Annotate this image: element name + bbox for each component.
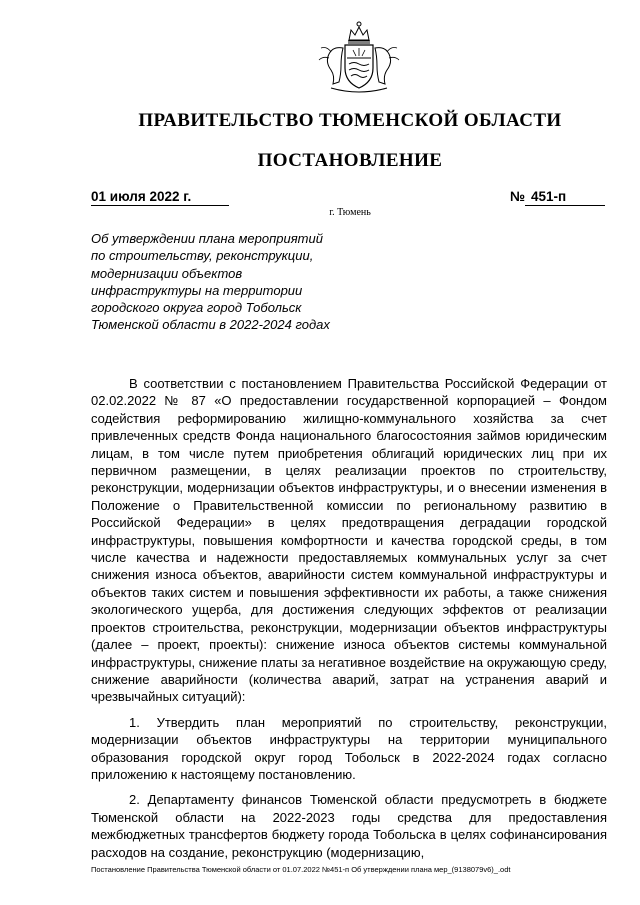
- subject-line: по строительству, реконструкции,: [91, 248, 314, 264]
- clause-2-paragraph: 2. Департаменту финансов Тюменской области предусмотреть в бюджете Тюменской области на 2022-2023 годы средства для предоставления межбюджетных трансфертов бюджету города Тобольска в целях софинансирования расходов на создание, реконструкцию (модернизацию,: [91, 792, 607, 860]
- subject-line: инфраструктуры на территории: [91, 282, 303, 298]
- document-type: ПОСТАНОВЛЕНИЕ: [257, 150, 443, 171]
- subject-line: модернизации объектов: [91, 265, 243, 281]
- document-subject: [91, 230, 391, 334]
- clause-1-paragraph: 1. Утвердить план мероприятий по строительству, реконструкции, модернизации объектов инфраструктуры на территории муниципального образования городской округ город Тобольск в 2022-2024 годах согласно приложению к настоящему постановлению.: [91, 714, 607, 782]
- date-underline: [91, 205, 229, 206]
- page-footer: Постановление Правительства Тюменской области от 01.07.2022 №451-п Об утверждении плана мер_(9138079v6)_.odt: [91, 865, 511, 874]
- number-sign: №: [510, 189, 526, 204]
- document-number: 451-п: [531, 189, 567, 204]
- subject-line: Тюменской области в 2022-2024 годах: [91, 317, 330, 333]
- number-underline: [525, 205, 605, 206]
- preamble-paragraph: В соответствии с постановлением Правительства Российской Федерации от 02.02.2022 № 87 «О предоставлении государственной корпорацией – Фондом содействия реформированию жилищно-коммунального хозяйства за счет привлеченных средств Фонда национального благосостояния займов юридическим лицам, в том числе путем приобретения облигаций юридических лиц при их первичном размещении, в целях реализации проектов по строительству, реконструкции, модернизации объектов инфраструктуры, и о внесении изменения в Положение о Правительственной комиссии по региональному развитию в Российской Федерации» в целях предотвращения деградации городской инфраструктуры, повышения комфортности и качества городской среды, в том числе качества и надежности предоставляемых коммунальных услуг за счет снижения износа объектов, аварийности систем коммунальной инфраструктуры и объектов таких систем и повышения эффективности их работы, а также снижения экологического ущерба, для достижения следующих эффектов от реализации проектов строительства, реконструкции, модернизации объектов инфраструктуры (далее – проект, проекты): снижение износа объектов системы коммунальной инфраструктуры, снижение платы за негативное воздействие на окружающую среду, снижение аварийности (количества аварий, затрат на устранения аварий и чрезвычайных ситуаций):: [91, 376, 607, 705]
- document-body: [91, 375, 607, 869]
- organization-title: ПРАВИТЕЛЬСТВО ТЮМЕНСКОЙ ОБЛАСТИ: [138, 110, 562, 131]
- subject-line: городского округа город Тобольск: [91, 300, 302, 316]
- subject-line: Об утверждении плана мероприятий: [91, 231, 323, 246]
- city: г. Тюмень: [329, 207, 371, 218]
- coat-of-arms-icon: [311, 18, 407, 96]
- document-date: 01 июля 2022 г.: [91, 189, 192, 204]
